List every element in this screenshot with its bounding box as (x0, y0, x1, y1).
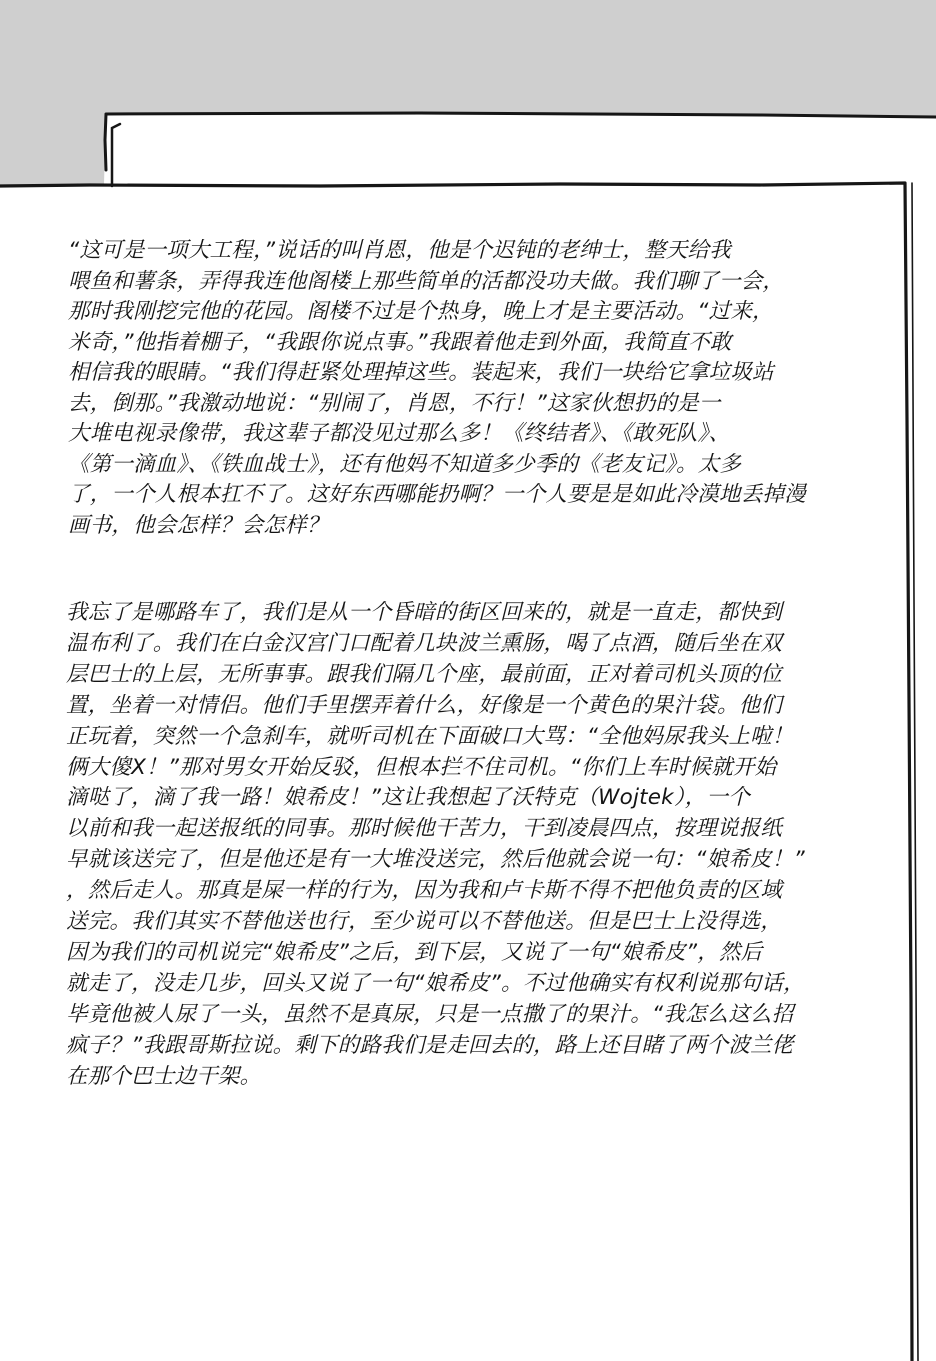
caption-paragraph-1: “这可是一项大工程，”说话的叫肖恩，他是个迟钝的老绅士，整天给我 喂鱼和薯条，弄得我连他阁楼上那些简单的活都没功夫做。我们聊了一会， 那时我刚挖完他的花园。阁楼不过是个热身，晚上才是主要活动。“过来， 米奇，”他指着棚子，“我跟你说点事。”我跟着他走到外面，我简直不敢 相信我的眼睛。“我们得赶紧处理掉这些。装起来，我们一块给它拿垃圾站 去，倒那。”我激动地说：“别闹了，肖恩，不行！”这家伙想扔的是一 大堆电视录像带，我这辈子都没见过那么多！《终结者》、《敢死队》、 《第一滴血》、《铁血战士》，还有他妈不知道多少季的《老友记》。太多 了，一个人根本扛不了。这好东西哪能扔啊？一个人要是是如此冷漠地丢掉漫 画书，他会怎样？会怎样？ (68, 238, 806, 538)
caption-paragraph-2: 我忘了是哪路车了，我们是从一个昏暗的街区回来的，就是一直走，都快到 温布利了。我们在白金汉宫门口配着几块波兰熏肠，喝了点酒，随后坐在双 层巴士的上层，无所事事。跟我们隔几个座，最前面，正对着司机头顶的位 置，坐着一对情侣。他们手里摆弄着什么，好像是一个黄色的果汁袋。他们 正玩着，突然一个急刹车，就听司机在下面破口大骂：“全他妈尿我头上啦！ 俩大傻X！”那对男女开始反驳，但根本拦不住司机。“你们上车时候就开始 滴哒了，滴了我一路！娘希皮！”这让我想起了沃特克（Wojtek），一个 以前和我一起送报纸的同事。那时候他干苦力，干到凌晨四点，按理说报纸 早就该送完了，但是他还是有一大堆没送完，然后他就会说一句：“娘希皮！” ，然后走人。那真是屎一样的行为，因为我和卢卡斯不得不把他负责的区域 送完。我们其实不替他送也行，至少说可以不替他送。但是巴士上没得选， 因为我们的司机说完“娘希皮”之后，到下层，又说了一句“娘希皮”，然后 就走了，没走几步，回头又说了一句“娘希皮”。不过他确实有权利说那句话， 毕竟他被人尿了一头，虽然不是真尿，只是一点撒了的果汁。“我怎么这么招 疯子？”我跟哥斯拉说。剩下的路我们是走回去的，路上还目睹了两个波兰佬 在那个巴士边干架。 (66, 600, 805, 1089)
